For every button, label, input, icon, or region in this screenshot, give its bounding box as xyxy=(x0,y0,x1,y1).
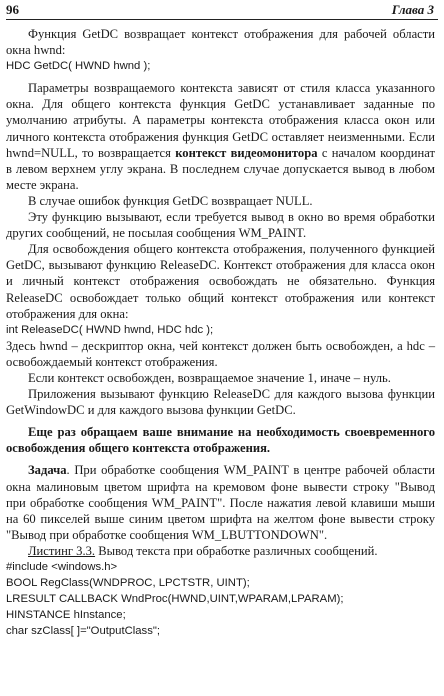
paragraph: Для освобождения общего контекста отображения, полученного функцией GetDC, вызывают функцию ReleaseDC. Контекст отображения для класса окон и личный контекст отображения освобождать не обязательно. Функция ReleaseDC освобождает только общий контекст отображения или контекст отображения для окна: xyxy=(6,242,435,321)
code-line: HINSTANCE hInstance; xyxy=(6,609,126,622)
code-line: LRESULT CALLBACK WndProc(HWND,UINT,WPARAM,LPARAM); xyxy=(6,593,344,606)
listing-title: Вывод текста при обработке различных сообщений. xyxy=(95,543,378,558)
chapter-title: Глава 3 xyxy=(391,2,434,17)
paragraph: Приложения вызывают функцию ReleaseDC для каждого вызова функции GetWindowDC и для каждого вызова функции GetDC. xyxy=(6,387,435,418)
code-line: #include <windows.h> xyxy=(6,561,118,573)
paragraph: Эту функцию вызывают, если требуется вывод в окно во время обработки других сообщений, не посылая сообщения WM_PAINT. xyxy=(6,210,435,241)
page-number: 96 xyxy=(6,2,19,17)
text-span: . При обработке сообщения WM_PAINT в центре рабочей области окна малиновым цветом шрифта на кремовом фоне вывести строку "Вывод при обработке сообщения WM_PAINT". После нажатия левой клавиши мыши на 60 пикселей выше синим цветом шрифта на желтом фоне вывести строку "Вывод при обработке сообщения WM_LBUTTONDOWN". xyxy=(6,463,435,542)
paragraph: Если контекст освобожден, возвращаемое значение 1, иначе – нуль. xyxy=(28,370,391,385)
paragraph xyxy=(6,80,435,193)
task-label: Задача xyxy=(28,463,67,478)
bold-term: контекст видеомонитора xyxy=(175,145,318,160)
page-body xyxy=(6,26,435,639)
code-line: int ReleaseDC( HWND hwnd, HDC hdc ); xyxy=(6,323,214,336)
text-span: с началом координат в левом верхнем углу экрана. В последнем случае допускается вывод в любом месте экрана. xyxy=(6,145,436,192)
page-header xyxy=(6,2,436,20)
paragraph: Функция GetDC возвращает контекст отображения для рабочей области окна hwnd: xyxy=(6,27,435,58)
code-line: HDC GetDC( HWND hwnd ); xyxy=(6,60,151,73)
text-span: Параметры возвращаемого контекста зависят от стиля класса указанного окна. Для общего контекста функция GetDC устанавливает заданные по умолчанию атрибуты. А параметры контекста отображения класса окон или личного контекста отображения функция GetDC оставляет неизменными. Если hwnd=NULL, то возвращается xyxy=(6,81,435,160)
code-line: BOOL RegClass(WNDPROC, LPCTSTR, UINT); xyxy=(6,577,250,590)
listing-caption xyxy=(6,543,435,559)
header-rule xyxy=(6,19,438,20)
paragraph: В случае ошибок функция GetDC возвращает NULL. xyxy=(28,193,313,208)
code-line: char szClass[ ]="OutputClass"; xyxy=(6,625,160,638)
listing-label: Листинг 3.3. xyxy=(28,543,96,558)
paragraph: Здесь hwnd – дескриптор окна, чей контекст должен быть освобожден, a hdc – освобождаемый контекст отображения. xyxy=(6,338,435,369)
code-listing xyxy=(6,559,435,639)
emphasis-paragraph: Еще раз обращаем ваше внимание на необходимость своевременного освобождения общего контекста отображения. xyxy=(6,425,435,456)
task-paragraph xyxy=(6,462,435,542)
